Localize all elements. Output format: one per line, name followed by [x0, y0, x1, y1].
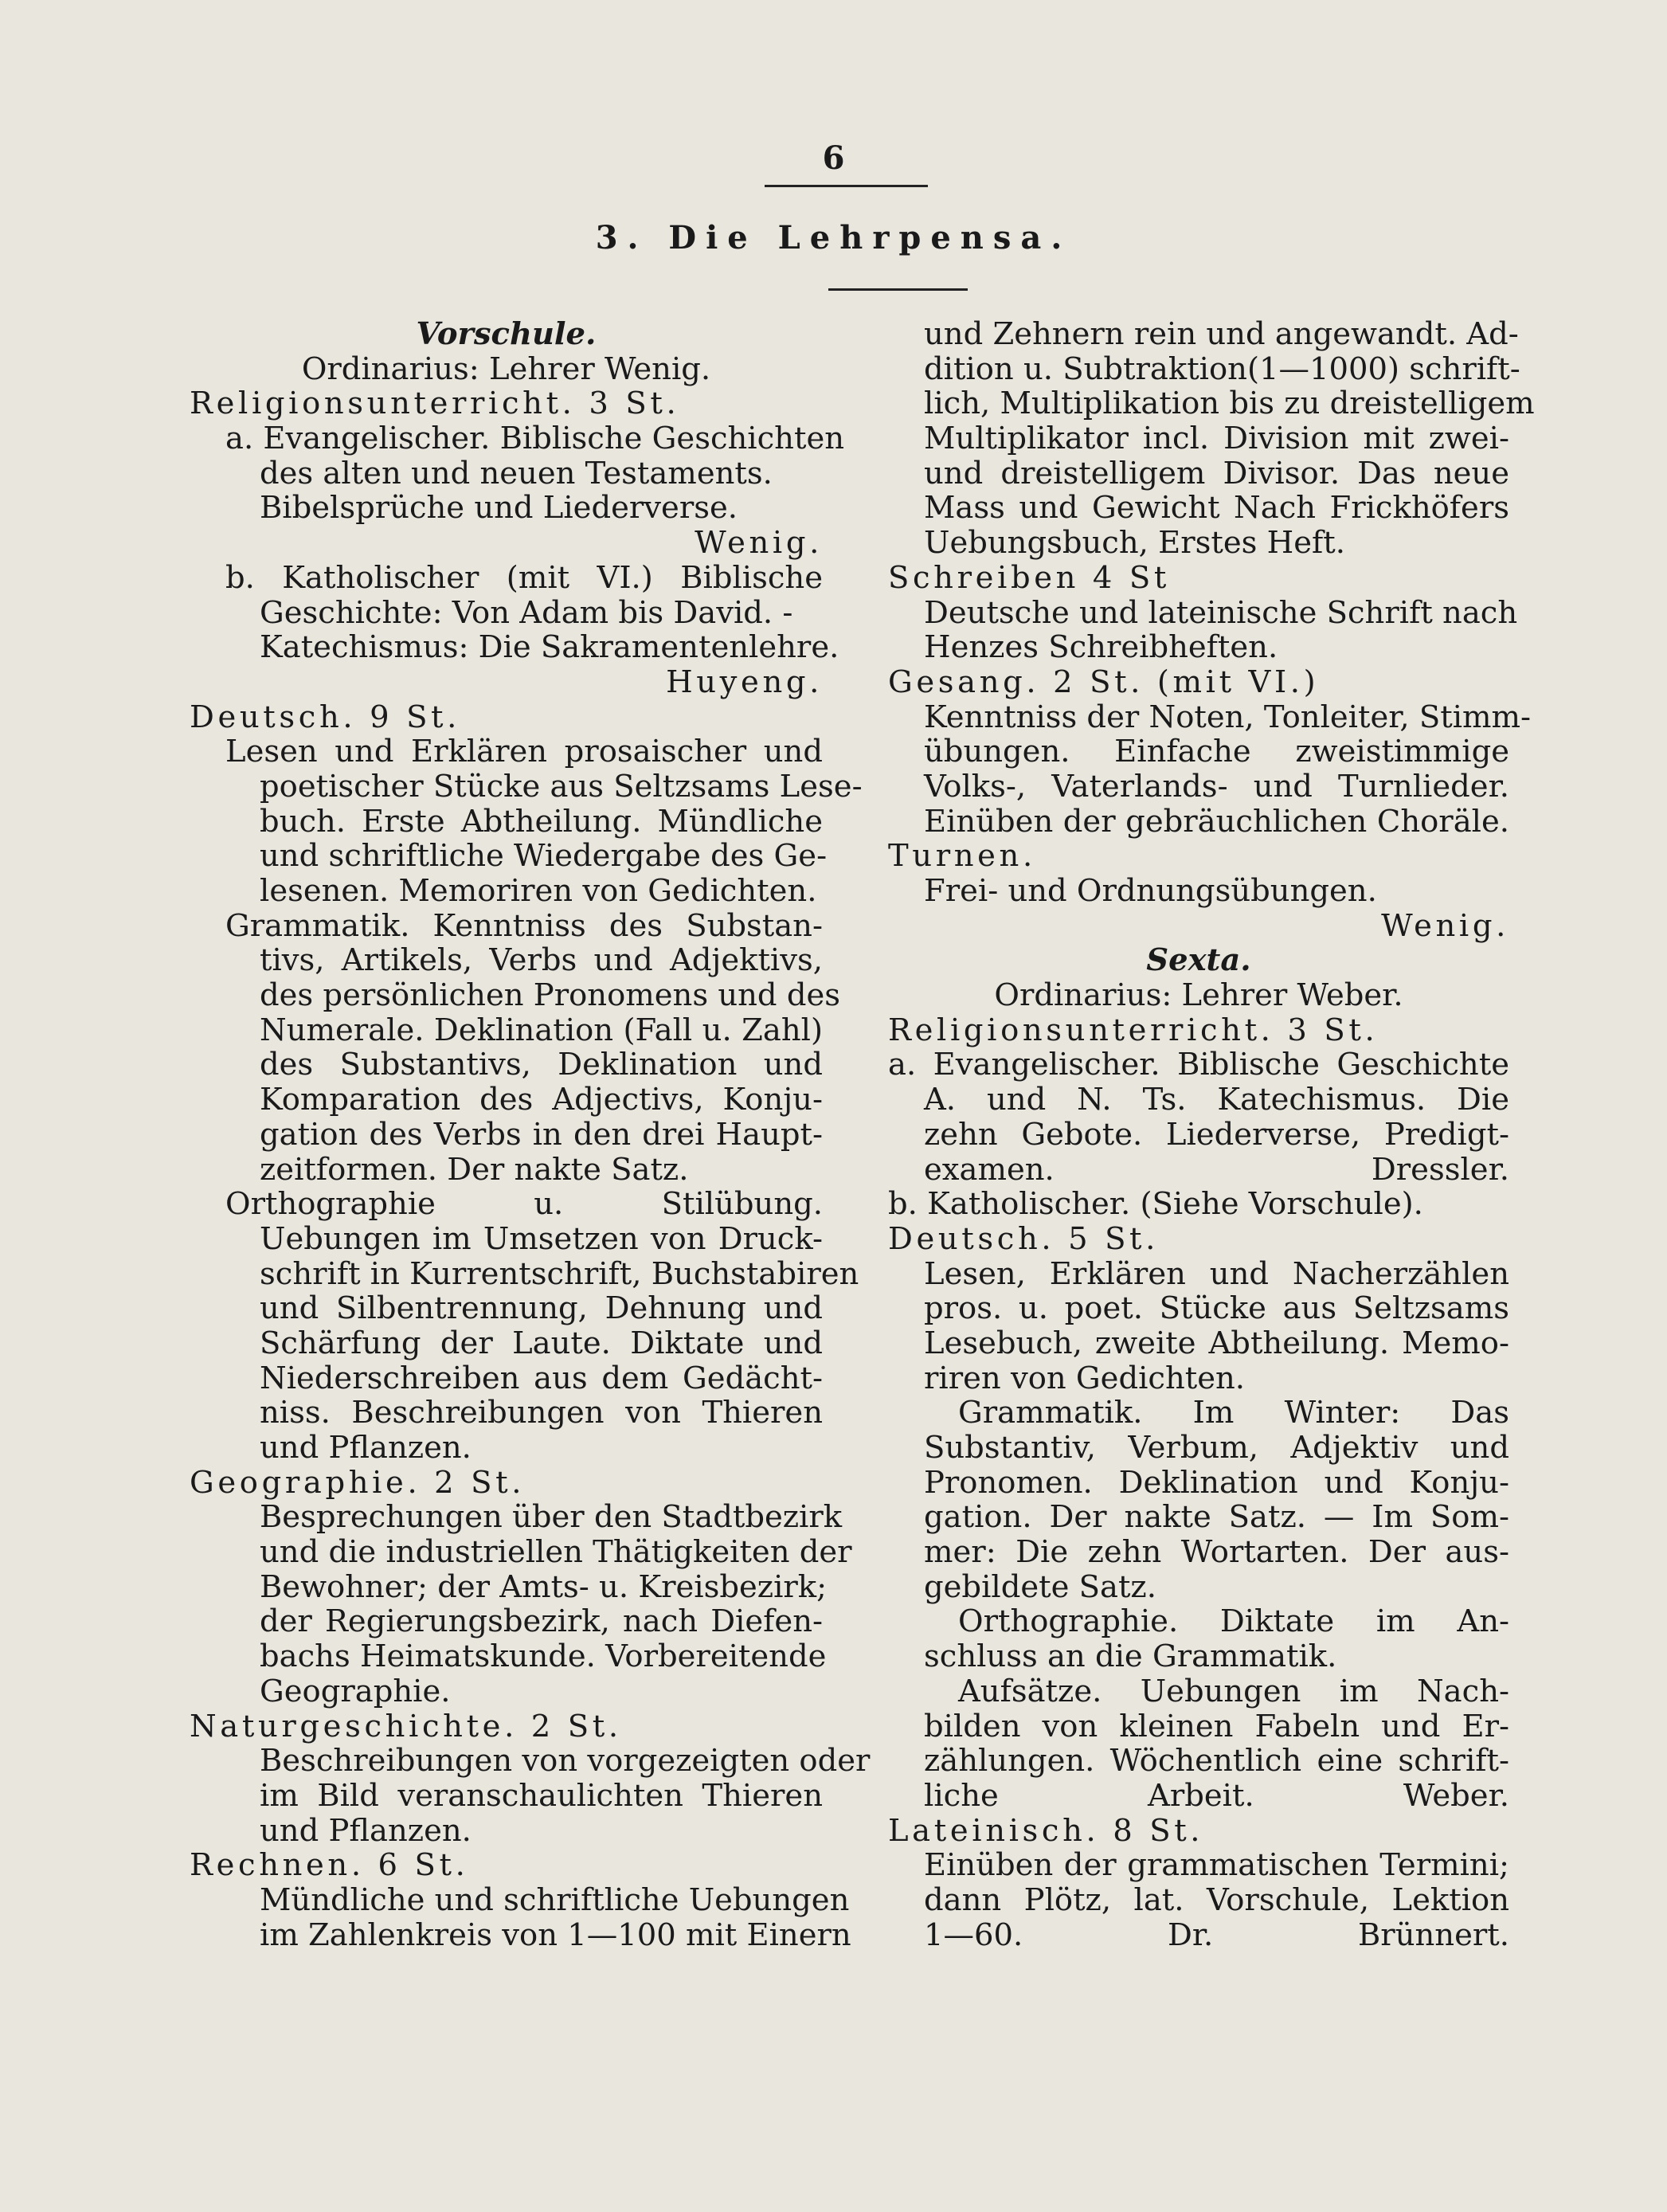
text-line: b. Katholischer (mit VI.) Biblische: [225, 559, 823, 596]
text-line: Deutsch. 9 St.: [190, 699, 461, 735]
text-line: Bibelsprüche und Liederverse.: [260, 490, 738, 527]
text-line: schluss an die Grammatik.: [924, 1638, 1337, 1675]
text-line: Aufsätze. Uebungen im Nach-: [958, 1673, 1509, 1709]
text-line: und die industriellen Thätigkeiten der: [260, 1534, 852, 1571]
text-line: riren von Gedichten.: [924, 1360, 1246, 1396]
text-line: Geographie. 2 St.: [190, 1464, 526, 1501]
right-column: [888, 316, 1535, 1953]
text-line: und Silbentrennung, Dehnung und: [260, 1290, 823, 1327]
text-line: Deutsche und lateinische Schrift nach: [924, 594, 1518, 631]
text-line: Numerale. Deklination (Fall u. Zahl): [260, 1012, 823, 1048]
section-title: 3. Die Lehrpensa.: [595, 219, 1072, 256]
text-line: pros. u. poet. Stücke aus Seltzsams: [924, 1290, 1509, 1327]
text-line: Gesang. 2 St. (mit VI.): [888, 664, 1320, 700]
text-line: Sexta.: [1146, 942, 1251, 979]
text-line: Wenig.: [1381, 907, 1509, 944]
text-line: Mass und Gewicht Nach Frickhöfers: [924, 490, 1509, 527]
text-line: Bewohner; der Amts- u. Kreisbezirk;: [260, 1568, 828, 1605]
page-number: 6: [822, 139, 845, 177]
text-line: Schärfung der Laute. Diktate und: [260, 1325, 823, 1361]
text-line: gation. Der nakte Satz. — Im Som-: [924, 1499, 1509, 1536]
text-line: gation des Verbs in den drei Haupt-: [260, 1116, 823, 1153]
text-line: Naturgeschichte. 2 St.: [190, 1708, 622, 1744]
text-line: im Zahlenkreis von 1—100 mit Einern: [260, 1916, 851, 1953]
text-line: Huyeng.: [666, 664, 823, 700]
text-line: Einüben der grammatischen Termini;: [924, 1847, 1509, 1884]
text-line: 1—60. Dr. Brünnert.: [924, 1916, 1509, 1953]
text-line: Katechismus: Die Sakramentenlehre.: [260, 629, 839, 666]
text-line: Beschreibungen von vorgezeigten oder: [260, 1743, 871, 1779]
text-line: Einüben der gebräuchlichen Choräle.: [924, 803, 1509, 840]
text-line: Komparation des Adjectivs, Konju-: [260, 1082, 823, 1118]
text-line: a. Evangelischer. Biblische Geschichten: [225, 421, 845, 457]
text-line: gebildete Satz.: [924, 1568, 1156, 1605]
text-line: und dreistelligem Divisor. Das neue: [924, 455, 1509, 491]
text-line: des alten und neuen Testaments.: [260, 455, 773, 491]
text-line: Lesen und Erklären prosaischer und: [225, 734, 823, 770]
text-line: dition u. Subtraktion(1—1000) schrift-: [924, 350, 1520, 387]
text-line: liche Arbeit. Weber.: [924, 1777, 1509, 1814]
text-line: Substantiv, Verbum, Adjektiv und: [924, 1430, 1509, 1466]
text-line: Vorschule.: [416, 316, 597, 352]
text-line: Geschichte: Von Adam bis David. -: [260, 594, 793, 631]
text-line: Schreiben 4 St: [888, 559, 1170, 596]
text-line: Lesebuch, zweite Abtheilung. Memo-: [924, 1325, 1509, 1361]
text-line: Multiplikator incl. Division mit zwei-: [924, 421, 1509, 457]
text-line: Religionsunterricht. 3 St.: [888, 1012, 1379, 1048]
text-line: Wenig.: [695, 525, 823, 562]
text-line: des persönlichen Pronomens und des: [260, 977, 840, 1014]
text-line: und Zehnern rein und angewandt. Ad-: [924, 316, 1519, 352]
text-line: Lesen, Erklären und Nacherzählen: [924, 1255, 1509, 1292]
text-line: übungen. Einfache zweistimmige: [924, 734, 1509, 770]
text-line: A. und N. Ts. Katechismus. Die: [924, 1082, 1509, 1118]
text-line: Ordinarius: Lehrer Wenig.: [301, 350, 711, 387]
text-line: im Bild veranschaulichten Thieren: [260, 1777, 823, 1814]
text-line: Orthographie. Diktate im An-: [958, 1603, 1509, 1640]
text-line: Henzes Schreibheften.: [924, 629, 1278, 666]
left-column: [190, 316, 871, 1953]
text-line: lich, Multiplikation bis zu dreistelligem: [924, 386, 1535, 422]
text-line: Deutsch. 5 St.: [888, 1220, 1160, 1257]
text-line: Kenntniss der Noten, Tonleiter, Stimm-: [924, 699, 1532, 735]
text-line: Uebungsbuch, Erstes Heft.: [924, 525, 1345, 562]
text-line: zählungen. Wöchentlich eine schrift-: [924, 1743, 1509, 1779]
text-line: Ordinarius: Lehrer Weber.: [994, 977, 1403, 1014]
text-line: Niederschreiben aus dem Gedächt-: [260, 1360, 823, 1396]
page-number-rule: [765, 185, 928, 187]
text-line: Religionsunterricht. 3 St.: [190, 386, 680, 422]
text-line: Orthographie u. Stilübung.: [225, 1186, 823, 1223]
text-line: Turnen.: [888, 838, 1036, 875]
text-line: bilden von kleinen Fabeln und Er-: [924, 1708, 1509, 1744]
title-rule: [828, 288, 968, 291]
text-line: des Substantivs, Deklination und: [260, 1047, 823, 1083]
text-line: Mündliche und schriftliche Uebungen: [260, 1881, 850, 1918]
text-line: Grammatik. Im Winter: Das: [958, 1395, 1509, 1431]
text-line: der Regierungsbezirk, nach Diefen-: [260, 1603, 823, 1640]
text-line: Rechnen. 6 St.: [190, 1847, 469, 1884]
text-line: lesenen. Memoriren von Gedichten.: [260, 873, 817, 909]
text-line: examen. Dressler.: [924, 1151, 1509, 1188]
text-line: poetischer Stücke aus Seltzsams Lese-: [260, 768, 863, 805]
text-line: Lateinisch. 8 St.: [888, 1812, 1204, 1849]
text-line: buch. Erste Abtheilung. Mündliche: [260, 803, 823, 840]
text-line: dann Plötz, lat. Vorschule, Lektion: [924, 1881, 1509, 1918]
text-line: Frei- und Ordnungsübungen.: [924, 873, 1377, 909]
text-line: bachs Heimatskunde. Vorbereitende: [260, 1638, 827, 1675]
text-line: Pronomen. Deklination und Konju-: [924, 1464, 1509, 1501]
text-line: Geographie.: [260, 1673, 451, 1709]
text-line: zeitformen. Der nakte Satz.: [260, 1151, 689, 1188]
text-line: schrift in Kurrentschrift, Buchstabiren: [260, 1255, 859, 1292]
text-line: Uebungen im Umsetzen von Druck-: [260, 1220, 823, 1257]
text-line: mer: Die zehn Wortarten. Der aus-: [924, 1534, 1509, 1571]
text-line: und Pflanzen.: [260, 1430, 472, 1466]
text-line: tivs, Artikels, Verbs und Adjektivs,: [260, 942, 823, 979]
text-line: niss. Beschreibungen von Thieren: [260, 1395, 823, 1431]
text-line: Grammatik. Kenntniss des Substan-: [225, 907, 823, 944]
text-line: b. Katholischer. (Siehe Vorschule).: [888, 1186, 1423, 1223]
text-line: Besprechungen über den Stadtbezirk: [260, 1499, 843, 1536]
text-line: und Pflanzen.: [260, 1812, 472, 1849]
text-line: und schriftliche Wiedergabe des Ge-: [260, 838, 828, 875]
text-line: zehn Gebote. Liederverse, Predigt-: [924, 1116, 1509, 1153]
text-line: a. Evangelischer. Biblische Geschichte: [888, 1047, 1509, 1083]
text-line: Volks-, Vaterlands- und Turnlieder.: [924, 768, 1509, 805]
